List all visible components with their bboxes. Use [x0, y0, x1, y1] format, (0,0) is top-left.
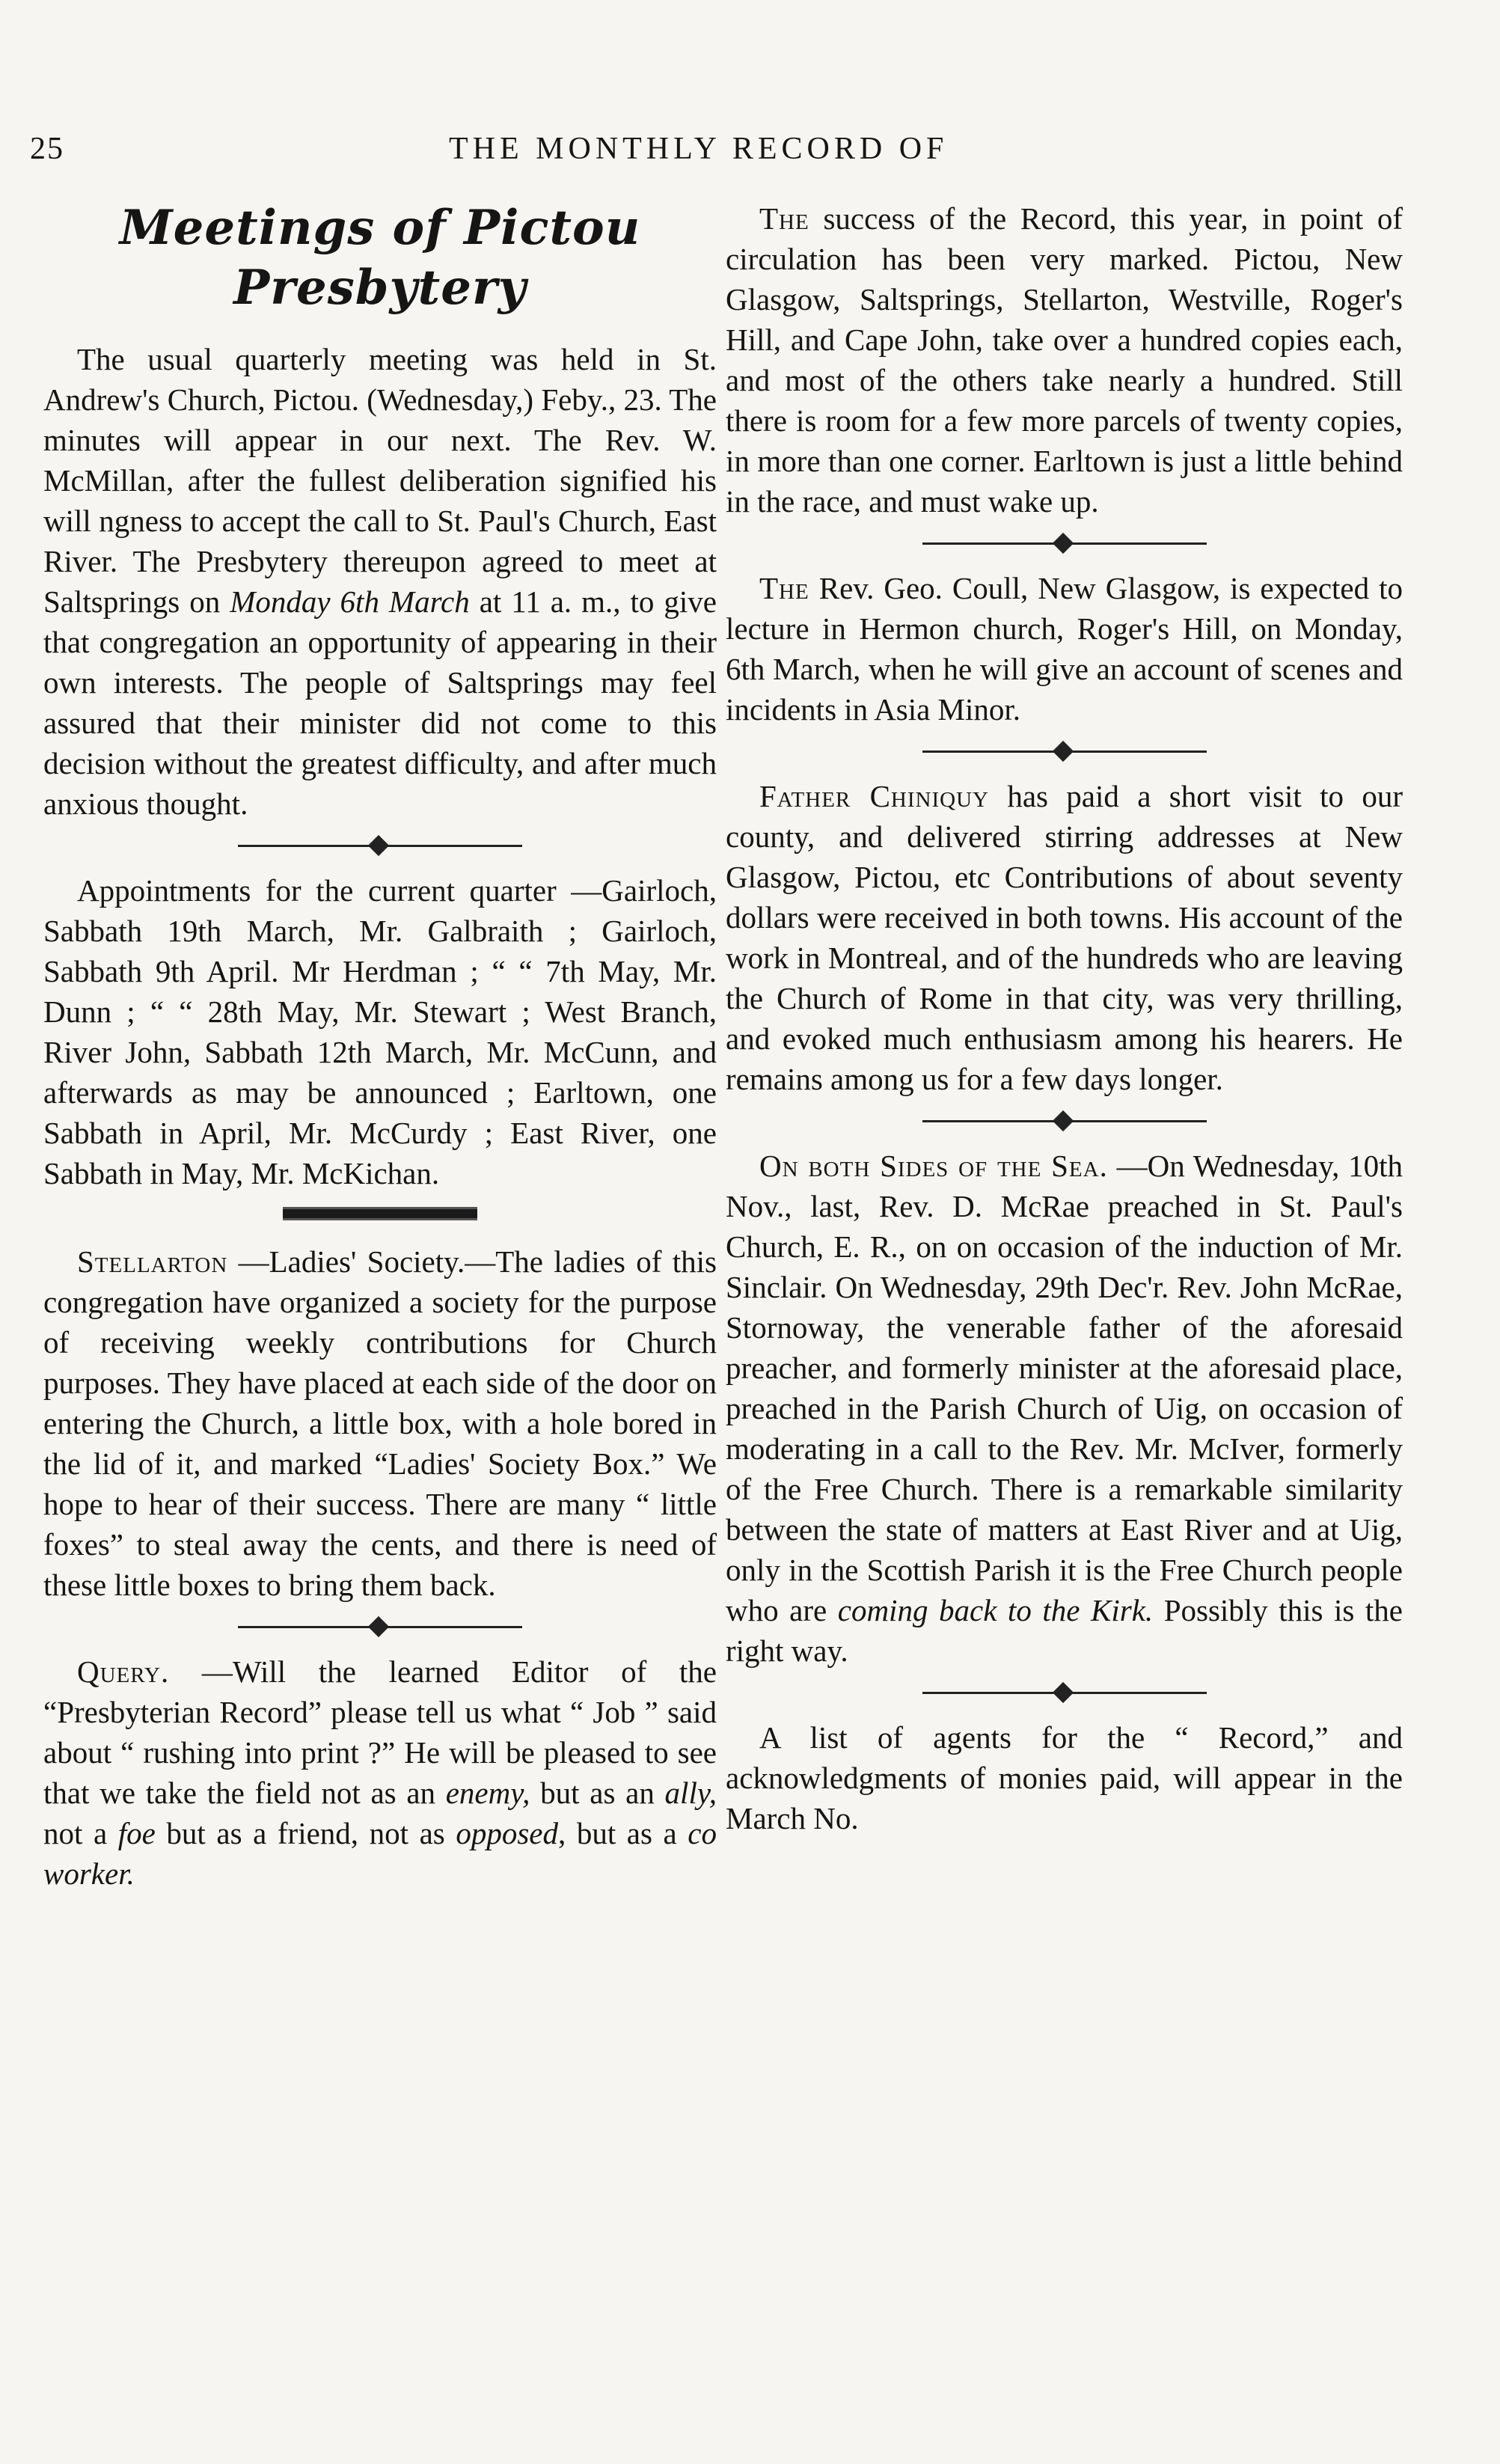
query-mid3: but as a friend, not as [166, 1816, 445, 1850]
section-divider [922, 1110, 1207, 1132]
both-sides-text: —On Wednesday, 10th Nov., last, Rev. D. McRae preached in St. Paul's Church, E. R., on on occasion of the induction of Mr. Sinclair. On Wednesday, 29th Dec'r. Rev. John McRae, Stornoway, the venerable father of the aforesaid preacher, and formerly minister at the aforesaid place, preached in the Parish Church of Uig, on occasion of moderating in a call to the Rev. Mr. McIver, formerly of the Free Church. There is a remarkable similarity between the state of matters at East River and at Uig, only in the Scottish Parish it is the Free Church people who are [726, 1149, 1403, 1627]
record-text: success of the Record, this year, in point of circulation has been very marked. Pictou, New Glasgow, Saltsprings, Stellarton, Westville, Roger's Hill, and Cape John, take over a hundred copies each, and most of the others take nearly a hundred. Still there is room for a few more parcels of twenty copies, in more than one corner. Earltown is just a little behind in the race, and must wake up. [726, 201, 1403, 519]
section-divider [922, 532, 1207, 554]
query-paragraph [43, 1651, 717, 1894]
right-column [726, 198, 1403, 1838]
query-opposed: opposed [456, 1816, 558, 1850]
running-head [30, 131, 1451, 176]
section-divider [238, 834, 522, 857]
journal-title: THE MONTHLY RECORD OF [449, 132, 949, 166]
both-sides-italic: coming back to the Kirk. [837, 1593, 1154, 1627]
section-divider [238, 1615, 522, 1638]
section-divider [922, 740, 1207, 762]
lecture-paragraph [726, 568, 1403, 730]
presbytery-text-end: at 11 a. m., to give that congregation an opportunity of appearing in their own interests. The people of Saltsprings may feel assured that their minister did not come to this decision without the greatest difficulty, and after much anxious thought. [43, 584, 717, 821]
stellarton-paragraph [43, 1241, 717, 1605]
presbytery-heading: Meetings of Pictou Presbytery [119, 200, 641, 316]
lecture-text: Rev. Geo. Coull, New Glasgow, is expected to lecture in Hermon church, Roger's Hill, on Monday, 6th March, when he will give an account of scenes and incidents in Asia Minor. [726, 571, 1403, 727]
both-sides-lead: On both Sides of the Sea. [759, 1149, 1108, 1183]
left-column [43, 198, 717, 1894]
presbytery-text: The usual quarterly meeting was held in St. Andrew's Church, Pictou. (Wednesday,) Feby., 23. The minutes will appear in our next. The Rev. W. McMillan, after the fullest deliberation signified his will ngness to accept the call to St. Paul's Church, East River. The Presbytery thereupon agreed to meet at Saltsprings on [43, 342, 717, 619]
query-lead: Query. [77, 1654, 170, 1689]
page-number: 25 [30, 132, 64, 166]
chiniquy-paragraph [726, 776, 1403, 1099]
query-ally: ally, [664, 1776, 717, 1810]
record-lead: The [759, 201, 809, 236]
lecture-lead: The [759, 571, 809, 605]
chiniquy-text: has paid a short visit to our county, and delivered stirring addresses at New Glasgow, Pictou, etc Contributions of about seventy dollars were received in both towns. His account of the work in Montreal, and of the hundreds who are leaving the Church of Rome in that city, was very thrilling, and evoked much enthusiasm among his hearers. He remains among us for a few days longer. [726, 779, 1403, 1096]
both-sides-end: Possibly this is the right way. [726, 1593, 1403, 1668]
agents-paragraph: A list of agents for the “ Record,” and acknowledgments of monies paid, will appear in the March No. [726, 1720, 1403, 1835]
chiniquy-lead: Father Chiniquy [759, 779, 989, 813]
query-coworker: co worker. [43, 1816, 717, 1891]
query-mid4: , but as a [557, 1816, 677, 1850]
thick-divider [283, 1207, 477, 1220]
stellarton-text: —Ladies' Society.—The ladies of this congregation have organized a society for the purpose of receiving weekly contributions for Church purposes. They have placed at each side of the door on entering the Church, a little box, with a hole bored in the lid of it, and marked “Ladies' Society Box.” We hope to hear of their success. There are many “ little foxes” to steal away the cents, and there is need of these little boxes to bring them back. [43, 1244, 717, 1602]
presbytery-meeting-paragraph [43, 339, 717, 824]
query-enemy: enemy, [445, 1776, 530, 1810]
query-foe: foe [117, 1816, 156, 1850]
both-sides-paragraph [726, 1146, 1403, 1671]
section-divider [922, 1681, 1207, 1704]
query-mid1: but as an [540, 1776, 655, 1810]
record-success-paragraph [726, 198, 1403, 522]
presbytery-date: Monday 6th March [230, 584, 470, 619]
appointments-paragraph: Appointments for the current quarter —Gairloch, Sabbath 19th March, Mr. Galbraith ; Gairloch, Sabbath 9th April. Mr Herdman ; “ “ 7th May, Mr. Dunn ; “ “ 28th May, Mr. Stewart ; West Branch, River John, Sabbath 12th March, Mr. McCunn, and afterwards as may be announced ; Earltown, one Sabbath in April, Mr. McCurdy ; East River, one Sabbath in May, Mr. McKichan. [43, 873, 717, 1190]
query-text: —Will the learned Editor of the “Presbyterian Record” please tell us what “ Job ” said about “ rushing into print ?” He will be pleased to see that we take the field not as an [43, 1654, 717, 1810]
query-mid2: not a [43, 1816, 108, 1850]
stellarton-lead: Stellarton [77, 1244, 228, 1279]
